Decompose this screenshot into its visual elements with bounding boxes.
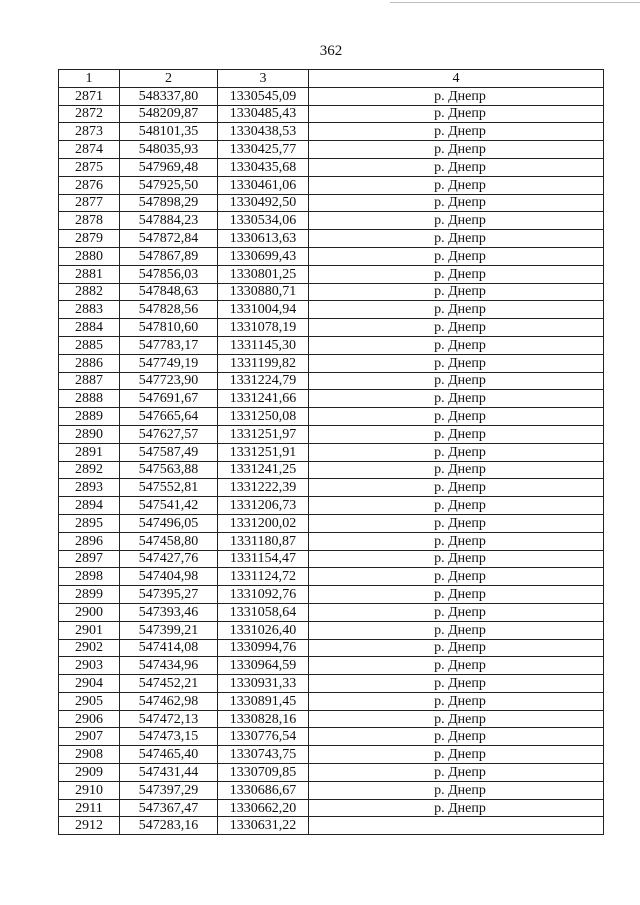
table-row	[59, 123, 604, 141]
point-number-cell: 2885	[59, 336, 120, 354]
point-number-cell: 2882	[59, 283, 120, 301]
place-cell: р. Днепр	[309, 283, 604, 301]
x-coordinate-cell: 548035,93	[120, 141, 218, 159]
table-row	[59, 425, 604, 443]
table-row	[59, 479, 604, 497]
point-number-cell: 2904	[59, 675, 120, 693]
y-coordinate-cell: 1330534,06	[218, 212, 309, 230]
point-number-cell: 2909	[59, 764, 120, 782]
table-row	[59, 354, 604, 372]
x-coordinate-cell: 547431,44	[120, 764, 218, 782]
header-row	[59, 70, 604, 88]
x-coordinate-cell: 547925,50	[120, 176, 218, 194]
x-coordinate-cell: 547427,76	[120, 550, 218, 568]
place-cell: р. Днепр	[309, 265, 604, 283]
table-row	[59, 390, 604, 408]
point-number-cell: 2883	[59, 301, 120, 319]
table-row	[59, 497, 604, 515]
y-coordinate-cell: 1331241,25	[218, 461, 309, 479]
place-cell: р. Днепр	[309, 657, 604, 675]
x-coordinate-cell: 548209,87	[120, 105, 218, 123]
place-cell: р. Днепр	[309, 710, 604, 728]
x-coordinate-cell: 547393,46	[120, 603, 218, 621]
point-number-cell: 2890	[59, 425, 120, 443]
point-number-cell: 2897	[59, 550, 120, 568]
point-number-cell: 2880	[59, 247, 120, 265]
table-row	[59, 781, 604, 799]
y-coordinate-cell: 1330492,50	[218, 194, 309, 212]
place-cell: р. Днепр	[309, 603, 604, 621]
y-coordinate-cell: 1331200,02	[218, 514, 309, 532]
place-cell: р. Днепр	[309, 141, 604, 159]
table-row	[59, 621, 604, 639]
x-coordinate-cell: 547828,56	[120, 301, 218, 319]
table-row	[59, 158, 604, 176]
y-coordinate-cell: 1330828,16	[218, 710, 309, 728]
y-coordinate-cell: 1330931,33	[218, 675, 309, 693]
y-coordinate-cell: 1331004,94	[218, 301, 309, 319]
point-number-cell: 2878	[59, 212, 120, 230]
table-row	[59, 550, 604, 568]
x-coordinate-cell: 548101,35	[120, 123, 218, 141]
y-coordinate-cell: 1331250,08	[218, 408, 309, 426]
column-header: 2	[120, 70, 218, 88]
place-cell: р. Днепр	[309, 408, 604, 426]
point-number-cell: 2889	[59, 408, 120, 426]
place-cell: р. Днепр	[309, 586, 604, 604]
x-coordinate-cell: 547563,88	[120, 461, 218, 479]
y-coordinate-cell: 1330435,68	[218, 158, 309, 176]
point-number-cell: 2871	[59, 87, 120, 105]
y-coordinate-cell: 1330631,22	[218, 817, 309, 835]
point-number-cell: 2877	[59, 194, 120, 212]
y-coordinate-cell: 1330613,63	[218, 230, 309, 248]
table-row	[59, 764, 604, 782]
x-coordinate-cell: 547414,08	[120, 639, 218, 657]
y-coordinate-cell: 1330880,71	[218, 283, 309, 301]
y-coordinate-cell: 1330801,25	[218, 265, 309, 283]
table-row	[59, 212, 604, 230]
table-row	[59, 247, 604, 265]
place-cell: р. Днепр	[309, 621, 604, 639]
point-number-cell: 2907	[59, 728, 120, 746]
x-coordinate-cell: 547283,16	[120, 817, 218, 835]
column-header: 3	[218, 70, 309, 88]
place-cell: р. Днепр	[309, 390, 604, 408]
point-number-cell: 2872	[59, 105, 120, 123]
point-number-cell: 2908	[59, 746, 120, 764]
y-coordinate-cell: 1331251,91	[218, 443, 309, 461]
point-number-cell: 2891	[59, 443, 120, 461]
place-cell: р. Днепр	[309, 781, 604, 799]
column-header: 4	[309, 70, 604, 88]
place-cell: р. Днепр	[309, 123, 604, 141]
table-row	[59, 265, 604, 283]
place-cell: р. Днепр	[309, 675, 604, 693]
table-row	[59, 105, 604, 123]
point-number-cell: 2912	[59, 817, 120, 835]
y-coordinate-cell: 1330776,54	[218, 728, 309, 746]
point-number-cell: 2906	[59, 710, 120, 728]
table-row	[59, 817, 604, 835]
table-row	[59, 176, 604, 194]
x-coordinate-cell: 547472,13	[120, 710, 218, 728]
column-header: 1	[59, 70, 120, 88]
place-cell: р. Днепр	[309, 692, 604, 710]
coordinates-table	[58, 69, 604, 835]
y-coordinate-cell: 1330686,67	[218, 781, 309, 799]
table-row	[59, 336, 604, 354]
x-coordinate-cell: 547783,17	[120, 336, 218, 354]
table-row	[59, 675, 604, 693]
top-edge-line	[390, 2, 640, 3]
x-coordinate-cell: 547810,60	[120, 319, 218, 337]
y-coordinate-cell: 1330964,59	[218, 657, 309, 675]
point-number-cell: 2910	[59, 781, 120, 799]
place-cell: р. Днепр	[309, 336, 604, 354]
place-cell: р. Днепр	[309, 568, 604, 586]
table-row	[59, 657, 604, 675]
x-coordinate-cell: 547434,96	[120, 657, 218, 675]
y-coordinate-cell: 1331180,87	[218, 532, 309, 550]
y-coordinate-cell: 1331058,64	[218, 603, 309, 621]
x-coordinate-cell: 547723,90	[120, 372, 218, 390]
y-coordinate-cell: 1330438,53	[218, 123, 309, 141]
x-coordinate-cell: 547367,47	[120, 799, 218, 817]
x-coordinate-cell: 547462,98	[120, 692, 218, 710]
place-cell: р. Днепр	[309, 728, 604, 746]
place-cell: р. Днепр	[309, 443, 604, 461]
place-cell: р. Днепр	[309, 425, 604, 443]
table-row	[59, 799, 604, 817]
table-row	[59, 230, 604, 248]
place-cell: р. Днепр	[309, 461, 604, 479]
x-coordinate-cell: 547969,48	[120, 158, 218, 176]
y-coordinate-cell: 1331026,40	[218, 621, 309, 639]
table-row	[59, 194, 604, 212]
y-coordinate-cell: 1331222,39	[218, 479, 309, 497]
x-coordinate-cell: 547872,84	[120, 230, 218, 248]
table-row	[59, 283, 604, 301]
point-number-cell: 2888	[59, 390, 120, 408]
place-cell: р. Днепр	[309, 532, 604, 550]
y-coordinate-cell: 1330662,20	[218, 799, 309, 817]
place-cell: р. Днепр	[309, 105, 604, 123]
x-coordinate-cell: 547749,19	[120, 354, 218, 372]
table-row	[59, 87, 604, 105]
page-number: 362	[319, 43, 343, 59]
place-cell: р. Днепр	[309, 194, 604, 212]
x-coordinate-cell: 547867,89	[120, 247, 218, 265]
point-number-cell: 2881	[59, 265, 120, 283]
place-cell: р. Днепр	[309, 176, 604, 194]
y-coordinate-cell: 1330891,45	[218, 692, 309, 710]
table-row	[59, 408, 604, 426]
y-coordinate-cell: 1330461,06	[218, 176, 309, 194]
y-coordinate-cell: 1331241,66	[218, 390, 309, 408]
y-coordinate-cell: 1330545,09	[218, 87, 309, 105]
x-coordinate-cell: 547898,29	[120, 194, 218, 212]
point-number-cell: 2873	[59, 123, 120, 141]
place-cell: р. Днепр	[309, 550, 604, 568]
point-number-cell: 2898	[59, 568, 120, 586]
table-row	[59, 372, 604, 390]
table-row	[59, 301, 604, 319]
x-coordinate-cell: 547691,67	[120, 390, 218, 408]
place-cell: р. Днепр	[309, 479, 604, 497]
x-coordinate-cell: 547627,57	[120, 425, 218, 443]
x-coordinate-cell: 547884,23	[120, 212, 218, 230]
table-body	[59, 87, 604, 834]
table-row	[59, 568, 604, 586]
place-cell: р. Днепр	[309, 319, 604, 337]
table-header	[59, 70, 604, 88]
place-cell: р. Днепр	[309, 212, 604, 230]
table-row	[59, 639, 604, 657]
table-row	[59, 603, 604, 621]
x-coordinate-cell: 547452,21	[120, 675, 218, 693]
point-number-cell: 2901	[59, 621, 120, 639]
x-coordinate-cell: 548337,80	[120, 87, 218, 105]
point-number-cell: 2896	[59, 532, 120, 550]
table-row	[59, 461, 604, 479]
y-coordinate-cell: 1331092,76	[218, 586, 309, 604]
y-coordinate-cell: 1330743,75	[218, 746, 309, 764]
x-coordinate-cell: 547458,80	[120, 532, 218, 550]
table-row	[59, 532, 604, 550]
place-cell: р. Днепр	[309, 247, 604, 265]
x-coordinate-cell: 547399,21	[120, 621, 218, 639]
table-row	[59, 728, 604, 746]
y-coordinate-cell: 1331206,73	[218, 497, 309, 515]
y-coordinate-cell: 1330709,85	[218, 764, 309, 782]
place-cell: р. Днепр	[309, 514, 604, 532]
x-coordinate-cell: 547587,49	[120, 443, 218, 461]
x-coordinate-cell: 547856,03	[120, 265, 218, 283]
y-coordinate-cell: 1330994,76	[218, 639, 309, 657]
point-number-cell: 2886	[59, 354, 120, 372]
point-number-cell: 2892	[59, 461, 120, 479]
point-number-cell: 2900	[59, 603, 120, 621]
point-number-cell: 2899	[59, 586, 120, 604]
place-cell: р. Днепр	[309, 230, 604, 248]
point-number-cell: 2911	[59, 799, 120, 817]
table-row	[59, 141, 604, 159]
place-cell: р. Днепр	[309, 764, 604, 782]
table-row	[59, 443, 604, 461]
x-coordinate-cell: 547397,29	[120, 781, 218, 799]
x-coordinate-cell: 547552,81	[120, 479, 218, 497]
place-cell: р. Днепр	[309, 639, 604, 657]
point-number-cell: 2902	[59, 639, 120, 657]
x-coordinate-cell: 547541,42	[120, 497, 218, 515]
x-coordinate-cell: 547395,27	[120, 586, 218, 604]
place-cell: р. Днепр	[309, 354, 604, 372]
y-coordinate-cell: 1331224,79	[218, 372, 309, 390]
table-row	[59, 586, 604, 604]
place-cell	[309, 817, 604, 835]
y-coordinate-cell: 1331199,82	[218, 354, 309, 372]
x-coordinate-cell: 547665,64	[120, 408, 218, 426]
y-coordinate-cell: 1331251,97	[218, 425, 309, 443]
point-number-cell: 2893	[59, 479, 120, 497]
point-number-cell: 2905	[59, 692, 120, 710]
table-row	[59, 746, 604, 764]
point-number-cell: 2895	[59, 514, 120, 532]
point-number-cell: 2874	[59, 141, 120, 159]
y-coordinate-cell: 1330485,43	[218, 105, 309, 123]
point-number-cell: 2876	[59, 176, 120, 194]
y-coordinate-cell: 1330699,43	[218, 247, 309, 265]
x-coordinate-cell: 547496,05	[120, 514, 218, 532]
x-coordinate-cell: 547473,15	[120, 728, 218, 746]
y-coordinate-cell: 1331154,47	[218, 550, 309, 568]
y-coordinate-cell: 1331078,19	[218, 319, 309, 337]
y-coordinate-cell: 1331124,72	[218, 568, 309, 586]
y-coordinate-cell: 1331145,30	[218, 336, 309, 354]
point-number-cell: 2875	[59, 158, 120, 176]
place-cell: р. Днепр	[309, 301, 604, 319]
point-number-cell: 2879	[59, 230, 120, 248]
y-coordinate-cell: 1330425,77	[218, 141, 309, 159]
x-coordinate-cell: 547465,40	[120, 746, 218, 764]
place-cell: р. Днепр	[309, 497, 604, 515]
place-cell: р. Днепр	[309, 372, 604, 390]
place-cell: р. Днепр	[309, 158, 604, 176]
table-row	[59, 319, 604, 337]
table-row	[59, 514, 604, 532]
x-coordinate-cell: 547848,63	[120, 283, 218, 301]
place-cell: р. Днепр	[309, 746, 604, 764]
place-cell: р. Днепр	[309, 799, 604, 817]
point-number-cell: 2903	[59, 657, 120, 675]
table-row	[59, 692, 604, 710]
point-number-cell: 2884	[59, 319, 120, 337]
table-row	[59, 710, 604, 728]
x-coordinate-cell: 547404,98	[120, 568, 218, 586]
point-number-cell: 2894	[59, 497, 120, 515]
point-number-cell: 2887	[59, 372, 120, 390]
place-cell: р. Днепр	[309, 87, 604, 105]
